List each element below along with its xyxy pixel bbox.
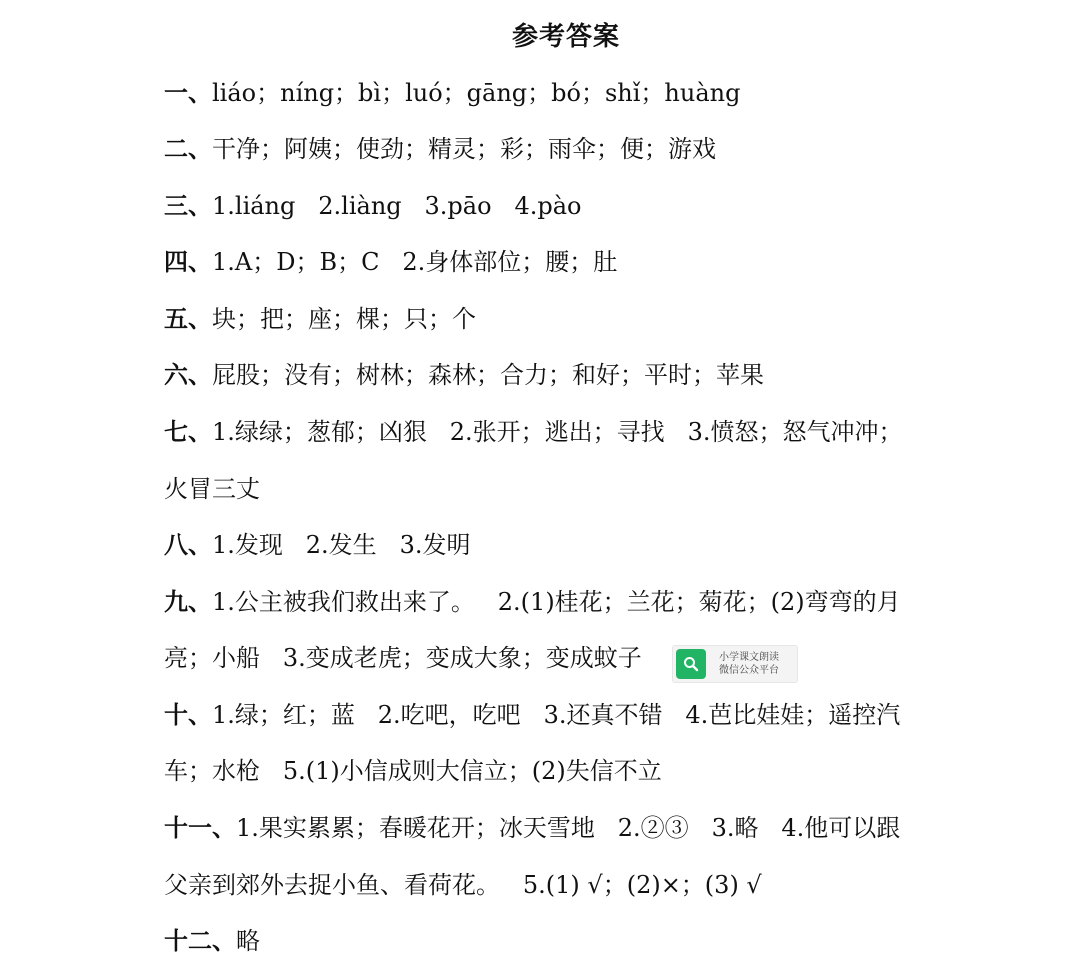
watermark-platform-name: 微信公众平台 bbox=[719, 665, 779, 676]
answer-line bbox=[164, 360, 764, 390]
answer-line bbox=[164, 191, 581, 221]
answer-text: 父亲到郊外去捉小鱼、看荷花。 5.(1) √；(2)×；(3) √ bbox=[164, 871, 762, 899]
answer-line bbox=[164, 813, 900, 843]
answer-line bbox=[164, 700, 900, 730]
page-title: 参考答案 bbox=[511, 22, 620, 52]
answer-text: 1.绿；红；蓝 2.吃吧，吃吧 3.还真不错 4.芭比娃娃；遥控汽 bbox=[212, 701, 901, 729]
answer-text: 1.liáng 2.liàng 3.pāo 4.pào bbox=[212, 192, 582, 220]
answer-text: 略 bbox=[236, 927, 260, 955]
answer-text: 屁股；没有；树林；森林；合力；和好；平时；苹果 bbox=[212, 361, 764, 389]
answer-line-continued bbox=[164, 756, 662, 786]
answer-text: 1.公主被我们救出来了。 2.(1)桂花；兰花；菊花；(2)弯弯的月 bbox=[212, 588, 901, 616]
answer-line-continued bbox=[164, 474, 260, 504]
answer-text: 火冒三丈 bbox=[164, 475, 260, 503]
answer-line bbox=[164, 587, 901, 617]
answer-line bbox=[164, 247, 617, 277]
answer-text: 干净；阿姨；使劲；精灵；彩；雨伞；便；游戏 bbox=[212, 135, 716, 163]
answer-line bbox=[164, 134, 716, 164]
section-number: 一、 bbox=[164, 78, 212, 107]
section-number: 四、 bbox=[164, 247, 212, 276]
section-number: 十二、 bbox=[164, 926, 236, 955]
answer-text: 1.发现 2.发生 3.发明 bbox=[212, 531, 471, 559]
wechat-watermark[interactable] bbox=[672, 645, 798, 683]
section-number: 二、 bbox=[164, 134, 212, 163]
answer-line bbox=[164, 78, 740, 108]
answer-line bbox=[164, 417, 902, 447]
section-number: 十、 bbox=[164, 700, 212, 729]
answer-text: 块；把；座；棵；只；个 bbox=[212, 305, 476, 333]
section-number: 六、 bbox=[164, 360, 212, 389]
section-number: 十一、 bbox=[164, 813, 236, 842]
answer-line-continued bbox=[164, 870, 762, 900]
answer-line-continued bbox=[164, 643, 642, 673]
section-number: 七、 bbox=[164, 417, 212, 446]
section-number: 五、 bbox=[164, 304, 212, 333]
watermark-account-name: 小学课文朗读 bbox=[719, 652, 779, 663]
section-number: 九、 bbox=[164, 587, 212, 616]
answer-line bbox=[164, 304, 476, 334]
answer-text: liáo；níng；bì；luó；gāng；bó；shǐ；huàng bbox=[212, 79, 741, 107]
answer-text: 亮；小船 3.变成老虎；变成大象；变成蚊子 bbox=[164, 644, 642, 672]
section-number: 三、 bbox=[164, 191, 212, 220]
section-number: 八、 bbox=[164, 530, 212, 559]
answer-line bbox=[164, 926, 260, 956]
answer-line bbox=[164, 530, 470, 560]
answer-text: 1.A；D；B；C 2.身体部位；腰；肚 bbox=[212, 248, 618, 276]
answer-text: 1.果实累累；春暖花开；冰天雪地 2.②③ 3.略 4.他可以跟 bbox=[236, 814, 901, 842]
search-icon bbox=[676, 649, 706, 679]
answer-text: 1.绿绿；葱郁；凶狠 2.张开；逃出；寻找 3.愤怒；怒气冲冲； bbox=[212, 418, 903, 446]
answer-text: 车；水枪 5.(1)小信成则大信立；(2)失信不立 bbox=[164, 757, 662, 785]
